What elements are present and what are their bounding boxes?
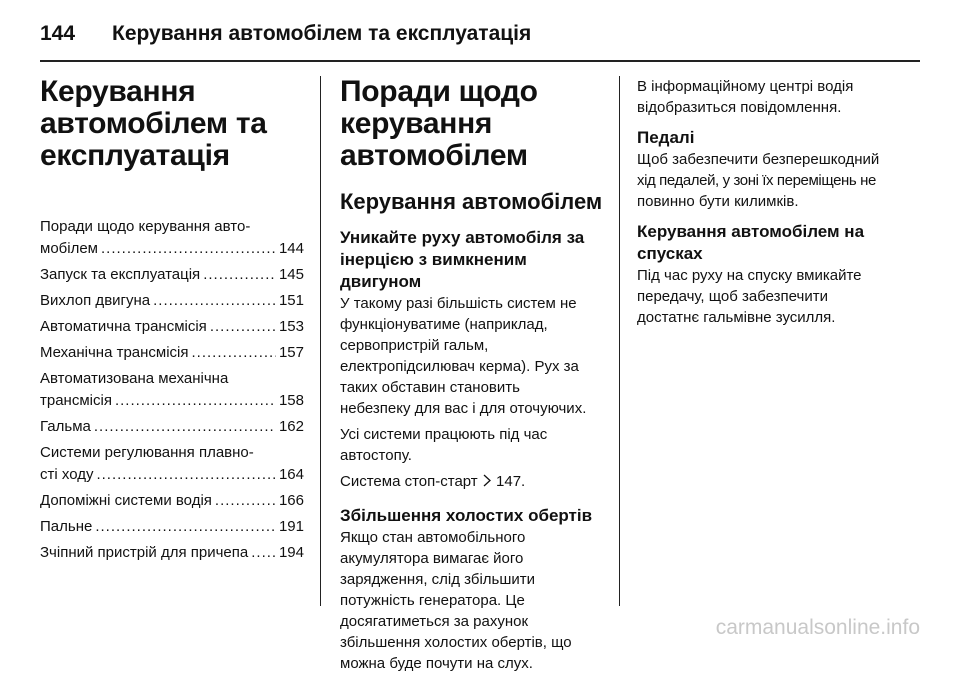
toc-entry-line (40, 464, 304, 486)
toc-page-number: 164 (278, 466, 304, 483)
toc-entry[interactable] (40, 342, 304, 364)
toc-leader-dots (192, 342, 276, 364)
text-line: достатнє гальмівне зусилля. (637, 309, 836, 326)
toc-leader-dots (251, 542, 276, 564)
text-line: передачу, щоб забезпечити (637, 288, 828, 305)
toc-entry-line: Системи регулювання плавно- (40, 444, 254, 461)
toc-entry-line (40, 264, 304, 286)
toc-entry-title: трансмісія (40, 392, 112, 409)
toc-page-number: 162 (278, 418, 304, 435)
text-line: зарядження, слід збільшити (340, 571, 536, 588)
chapter-title-line: автомобілем та (40, 107, 267, 140)
toc-entry[interactable] (40, 416, 304, 438)
toc-entry-title: Допоміжні системи водія (40, 492, 212, 509)
stopstart-text: Система стоп-старт (340, 473, 478, 490)
text-line: таких обставин становить (340, 379, 520, 396)
section-title-line: Поради щодо (340, 75, 538, 108)
heading-line: Уникайте руху автомобіля за (340, 228, 585, 247)
heading-idle: Збільшення холостих обертів (340, 506, 593, 525)
toc-leader-dots (94, 416, 276, 438)
toc-entry-title: Механічна трансмісія (40, 344, 189, 361)
text-line: функціонуватиме (наприклад, (340, 316, 548, 333)
text-line: сервопристрій гальм, (340, 337, 489, 354)
toc-entry-line (40, 290, 304, 312)
paragraph-inertia (340, 293, 610, 419)
toc-leader-dots (153, 290, 276, 312)
table-of-contents (40, 216, 304, 564)
toc-page-number: 151 (278, 292, 304, 309)
paragraph-info (637, 76, 920, 118)
toc-entry-title: Вихлоп двигуна (40, 292, 151, 309)
text-line: Усі системи працюють під час (340, 426, 548, 443)
heading-line: Керування автомобілем на (637, 222, 865, 241)
toc-entry[interactable] (40, 316, 304, 338)
text-line: Якщо стан автомобільного (340, 529, 526, 546)
section-title-line: керування (340, 107, 493, 140)
toc-entry-line (40, 516, 304, 538)
text-line: електропідсилювач керма). Рух за (340, 358, 579, 375)
section-title (340, 76, 610, 172)
text-line: Під час руху на спуску вмикайте (637, 267, 862, 284)
chapter-title (40, 76, 304, 172)
column-divider-2 (619, 76, 620, 606)
paragraph-stopstart (340, 471, 610, 493)
toc-leader-dots (95, 516, 276, 538)
paragraph-slopes (637, 265, 920, 328)
column-divider-1 (320, 76, 321, 606)
toc-entry[interactable] (40, 442, 304, 486)
toc-entry-title: Пальне (40, 518, 93, 535)
toc-page-number: 166 (278, 492, 304, 509)
toc-entry-title: сті ходу (40, 466, 94, 483)
text-line: повинно бути килимків. (637, 193, 799, 210)
arrow-reference-icon[interactable] (482, 472, 492, 493)
page-header (40, 14, 920, 54)
toc-leader-dots (96, 464, 276, 486)
toc-leader-dots (215, 490, 276, 512)
heading-pedals: Педалі (637, 128, 695, 147)
text-line: відобразиться повідомлення. (637, 99, 842, 116)
toc-entry-line: Автоматизована механічна (40, 370, 229, 387)
toc-leader-dots (210, 316, 276, 338)
header-rule (40, 60, 920, 62)
toc-entry[interactable] (40, 368, 304, 412)
toc-entry[interactable] (40, 542, 304, 564)
heading-slopes (637, 221, 920, 265)
text-line: Щоб забезпечити безперешкодний (637, 151, 880, 168)
toc-entry[interactable] (40, 290, 304, 312)
toc-entry-line: Поради щодо керування авто- (40, 218, 251, 235)
chapter-column (40, 76, 304, 568)
toc-leader-dots (101, 238, 276, 260)
toc-page-number: 153 (278, 318, 304, 335)
chapter-title-line: Керування (40, 75, 196, 108)
toc-page-number: 158 (278, 392, 304, 409)
text-line: збільшення холостих обертів, що (340, 634, 572, 651)
toc-entry-title: Автоматична трансмісія (40, 318, 207, 335)
toc-page-number: 145 (278, 266, 304, 283)
page-number: 144 (40, 22, 76, 45)
section-title-line: автомобілем (340, 139, 528, 172)
section-subtitle: Керування автомобілем (340, 189, 603, 214)
section-column (340, 76, 610, 679)
heading-line: двигуном (340, 272, 422, 291)
toc-entry-line (40, 316, 304, 338)
text-line: хід педалей, у зоні їх переміщень не (637, 172, 876, 189)
text-line: потужність генератора. Це (340, 592, 525, 609)
continuation-column (637, 76, 920, 333)
toc-entry[interactable] (40, 490, 304, 512)
text-line: В інформаційному центрі водія (637, 78, 854, 95)
heading-line: інерцією з вимкненим (340, 250, 527, 269)
text-line: акумулятора вимагає його (340, 550, 524, 567)
paragraph-autostop (340, 424, 610, 466)
toc-entry-title: Зчіпний пристрій для причепа (40, 544, 249, 561)
toc-entry-line (40, 390, 304, 412)
toc-leader-dots (203, 264, 276, 286)
chapter-title-line: експлуатація (40, 139, 230, 172)
toc-entry-line (40, 490, 304, 512)
toc-page-number: 157 (278, 344, 304, 361)
toc-leader-dots (115, 390, 276, 412)
text-line: небезпеку для вас і для оточуючих. (340, 400, 587, 417)
toc-entry-title: Гальма (40, 418, 91, 435)
toc-entry-title: мобілем (40, 240, 98, 257)
header-title: Керування автомобілем та експлуатація (112, 22, 532, 45)
text-line: досягатиметься за рахунок (340, 613, 529, 630)
toc-page-number: 194 (278, 544, 304, 561)
toc-entry[interactable] (40, 264, 304, 286)
paragraph-idle (340, 527, 610, 674)
text-line: можна буде почути на слух. (340, 655, 533, 672)
toc-page-number: 191 (278, 518, 304, 535)
toc-entry-line (40, 416, 304, 438)
toc-entry-line (40, 342, 304, 364)
stopstart-page-ref[interactable]: 147. (496, 473, 526, 490)
toc-entry-line (40, 238, 304, 260)
text-line: У такому разі більшість систем не (340, 295, 577, 312)
toc-page-number: 144 (278, 240, 304, 257)
paragraph-pedals (637, 149, 920, 212)
toc-entry-title: Запуск та експлуатація (40, 266, 201, 283)
heading-line: спусках (637, 244, 703, 263)
toc-entry[interactable] (40, 516, 304, 538)
toc-entry-line (40, 542, 304, 564)
heading-inertia (340, 227, 610, 293)
text-line: автостопу. (340, 447, 412, 464)
watermark: carmanualsonline.info (715, 616, 920, 639)
toc-entry[interactable] (40, 216, 304, 260)
